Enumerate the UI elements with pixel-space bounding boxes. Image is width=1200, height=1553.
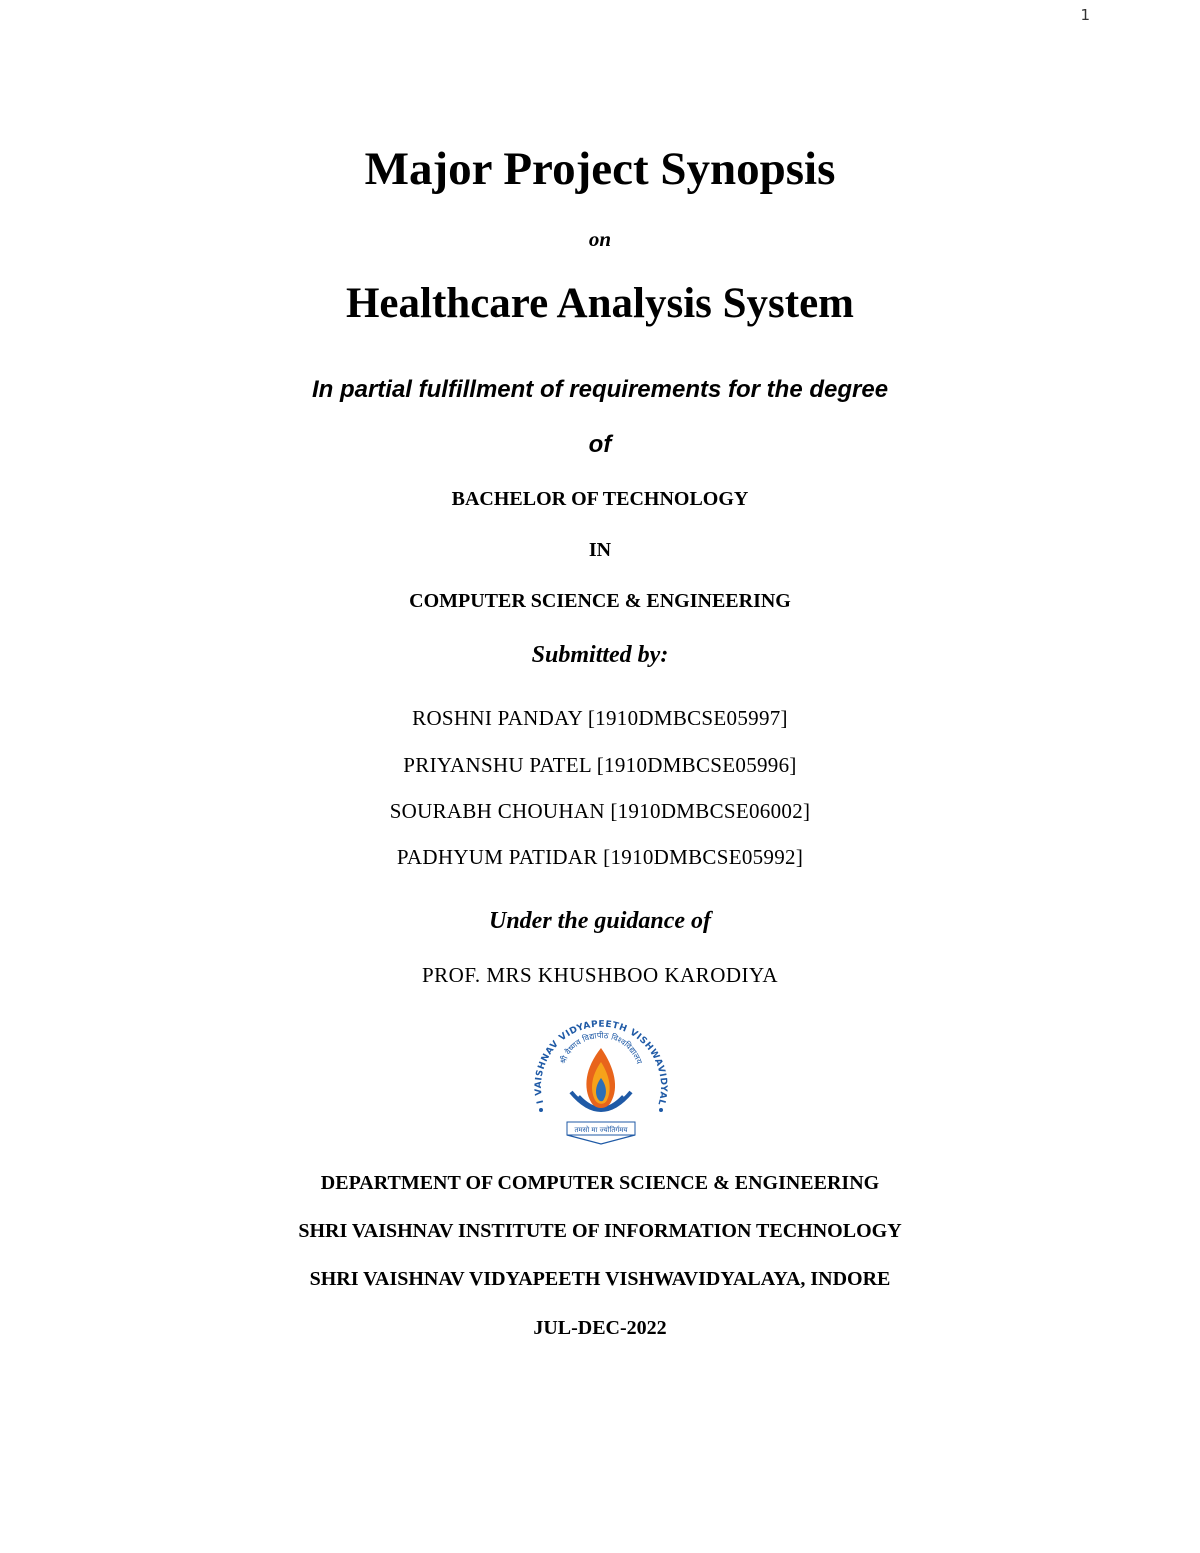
guidance-label: Under the guidance of xyxy=(489,908,711,934)
institute-name: SHRI VAISHNAV INSTITUTE OF INFORMATION TECHNOLOGY xyxy=(298,1220,902,1242)
fulfillment-statement: In partial fulfillment of requirements for the degree xyxy=(311,376,889,403)
university-name: SHRI VAISHNAV VIDYAPEETH VISHWAVIDYALAYA, INDORE xyxy=(309,1268,891,1290)
of-connector: of xyxy=(588,431,612,458)
submitted-by-label: Submitted by: xyxy=(531,642,669,668)
logo-outer-text: I VAISHNAV VIDYAPEETH VISHWAVIDYAL xyxy=(533,1019,669,1107)
department-name: DEPARTMENT OF COMPUTER SCIENCE & ENGINEERING xyxy=(320,1172,880,1194)
on-connector: on xyxy=(588,227,612,251)
university-logo xyxy=(527,1010,675,1148)
project-title: Healthcare Analysis System xyxy=(345,280,855,327)
document-title: Major Project Synopsis xyxy=(364,143,836,195)
student-entry: PADHYUM PATIDAR [1910DMBCSE05992] xyxy=(396,845,804,869)
student-entry: ROSHNI PANDAY [1910DMBCSE05997] xyxy=(412,706,788,730)
logo-motto: तमसो मा ज्योतिर्गमय xyxy=(574,1126,628,1134)
student-entry: SOURABH CHOUHAN [1910DMBCSE06002] xyxy=(389,799,811,823)
degree-name: BACHELOR OF TECHNOLOGY xyxy=(451,488,749,510)
degree-branch: COMPUTER SCIENCE & ENGINEERING xyxy=(409,590,791,612)
in-connector: IN xyxy=(588,539,612,561)
university-seal-icon xyxy=(527,1010,675,1148)
guide-name: PROF. MRS KHUSHBOO KARODIYA xyxy=(421,963,779,987)
page-number: 1 xyxy=(1080,6,1090,24)
logo-inner-text: श्री वैष्णव विद्यापीठ विश्वविद्यालय xyxy=(558,1030,644,1066)
academic-session: JUL-DEC-2022 xyxy=(533,1317,667,1339)
student-entry: PRIYANSHU PATEL [1910DMBCSE05996] xyxy=(403,753,797,777)
